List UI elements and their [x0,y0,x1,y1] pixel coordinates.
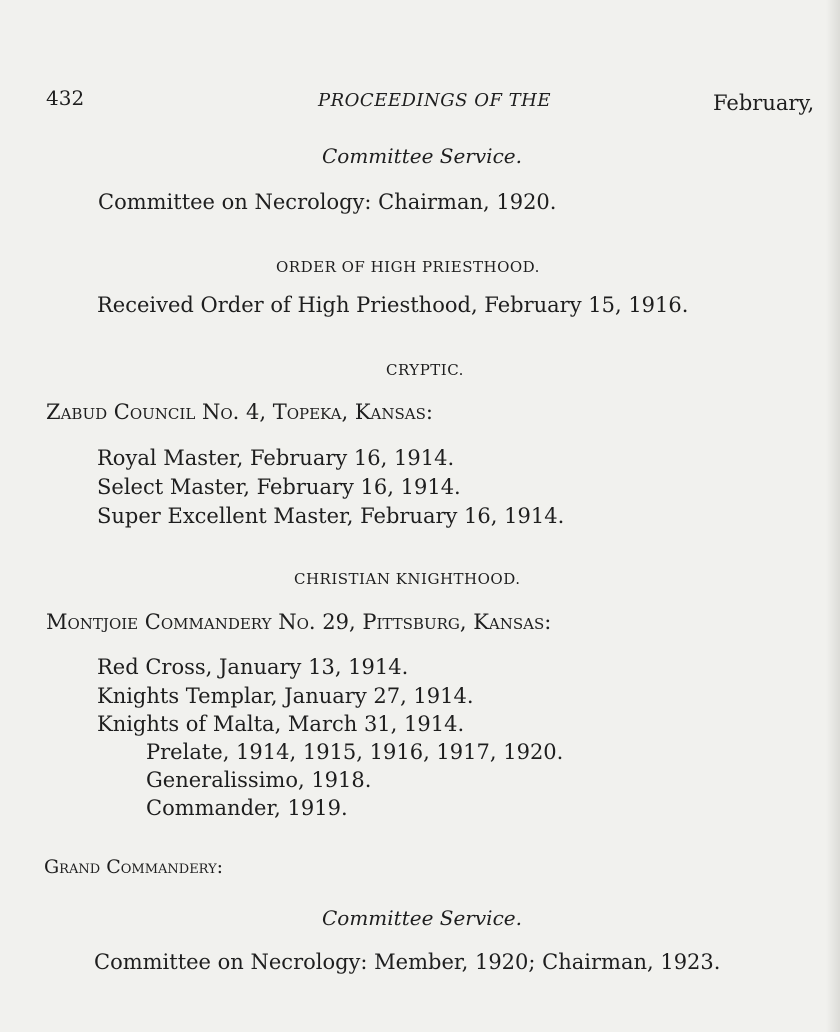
header-month: February, [713,91,815,115]
high-priesthood-heading: ORDER OF HIGH PRIESTHOOD. [276,258,540,276]
page-number: 432 [46,86,85,110]
knighthood-commandery: Montjoie Commandery No. 29, Pittsburg, Kansas: [46,610,552,634]
knighthood-item: Knights of Malta, March 31, 1914. [97,712,465,736]
knighthood-subitem: Prelate, 1914, 1915, 1916, 1917, 1920. [146,740,564,764]
committee-service-line: Committee on Necrology: Chairman, 1920. [98,190,557,214]
cryptic-council: Zabud Council No. 4, Topeka, Kansas: [46,400,433,424]
knighthood-subitem: Commander, 1919. [146,796,348,820]
committee-service-title: Committee Service. [322,144,522,168]
knighthood-subitem: Generalissimo, 1918. [146,768,372,792]
knighthood-heading: CHRISTIAN KNIGHTHOOD. [294,570,521,588]
high-priesthood-line: Received Order of High Priesthood, February 15, 1916. [97,293,689,317]
running-title: PROCEEDINGS OF THE [318,90,552,111]
knighthood-item: Red Cross, January 13, 1914. [97,655,409,679]
grand-commandery: Grand Commandery: [44,856,224,878]
committee-service-title-2: Committee Service. [322,906,522,930]
page-edge-shadow [826,0,840,1032]
cryptic-heading: CRYPTIC. [386,361,464,379]
cryptic-item: Royal Master, February 16, 1914. [97,446,455,470]
knighthood-item: Knights Templar, January 27, 1914. [97,684,474,708]
cryptic-item: Super Excellent Master, February 16, 1914. [97,504,565,528]
cryptic-item: Select Master, February 16, 1914. [97,475,461,499]
committee-service-line-2: Committee on Necrology: Member, 1920; Chairman, 1923. [94,950,721,974]
